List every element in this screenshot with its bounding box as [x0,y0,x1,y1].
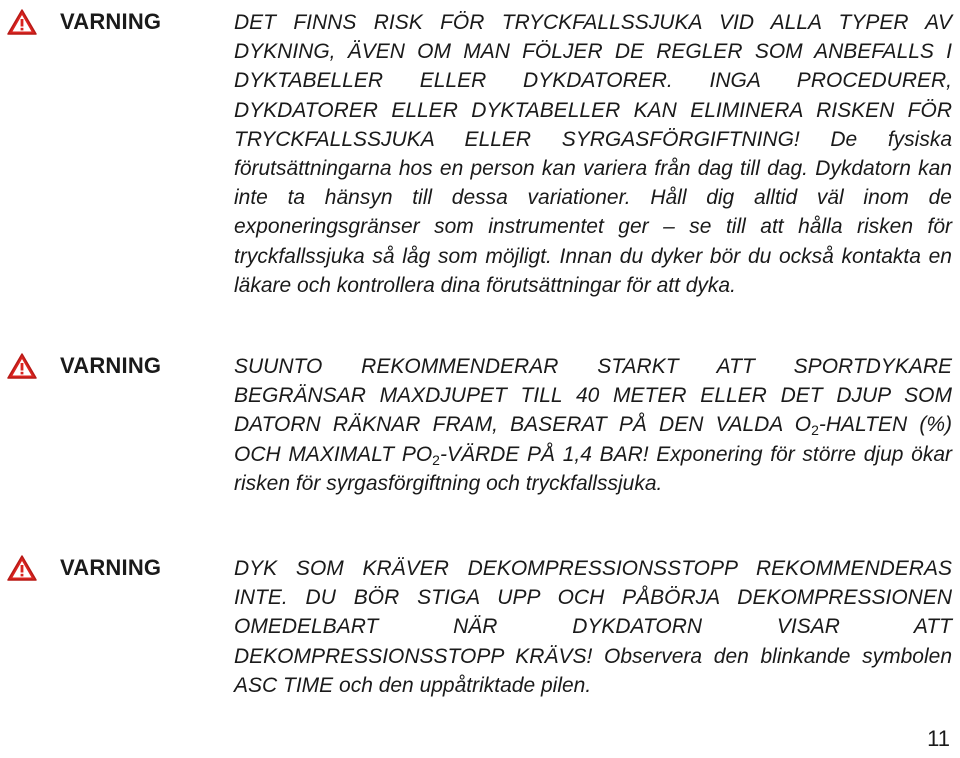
warning-label-1 [6,8,161,36]
warning-text-3: DYK SOM KRÄVER DEKOMPRESSIONSSTOPP REKOMMENDERAS INTE. DU BÖR STIGA UPP OCH PÅBÖRJA DEKOMPRESSIONEN OMEDELBART NÄR DYKDATORN VISAR ATT DEKOMPRESSIONSSTOPP KRÄVS! Observera den blinkande symbolen ASC TIME och den uppåtriktade pilen. [234,557,952,697]
warning-label-3 [6,554,161,582]
warning-text-2 [234,352,952,498]
subscript-2: 2 [811,422,819,439]
warning-triangle-icon [6,554,38,582]
warning-text-2-part3: -VÄRDE PÅ 1,4 BAR! Exponering för större djup ökar risken för syrgasförgiftning och tryckfallssjuka. [234,442,952,495]
warning-word: VARNING [60,555,162,580]
warning-label-2 [6,352,161,380]
warning-text-1: DET FINNS RISK FÖR TRYCKFALLSSJUKA VID ALLA TYPER AV DYKNING, ÄVEN OM MAN FÖLJER DE REGLER SOM ANBEFALLS I DYKTABELLER ELLER DYKDATORER. INGA PROCEDURER, DYKDATORER ELLER DYKTABELLER KAN ELIMINERA RISKEN FÖR TRYCKFALLSSJUKA ELLER SYRGASFÖRGIFTNING! De fysiska förutsättningarna hos en person kan variera från dag till dag. Dykdatorn kan inte ta hänsyn till dessa variationer. Håll dig alltid väl inom de exponeringsgränser som instrumentet ger – se till att hålla risken för tryckfallssjuka så låg som möjligt. Innan du dyker bör du också kontakta en läkare och kontrollera dina förutsättningar för att dyka. [234,11,952,297]
warning-text-2-part2: -HALTEN (%) OCH MAXIMALT PO [234,413,953,466]
warning-triangle-icon [6,352,38,380]
page-number: 11 [927,726,950,751]
warning-triangle-icon [6,8,38,36]
warning-text-2-part1: SUUNTO REKOMMENDERAR STARKT ATT SPORTDYKARE BEGRÄNSAR MAXDJUPET TILL 40 METER ELLER DET DJUP SOM DATORN RÄKNAR FRAM, BASERAT PÅ DEN VALDA O [234,355,952,437]
subscript-2: 2 [432,451,440,468]
warning-word: VARNING [60,9,162,34]
warning-word: VARNING [60,353,162,378]
